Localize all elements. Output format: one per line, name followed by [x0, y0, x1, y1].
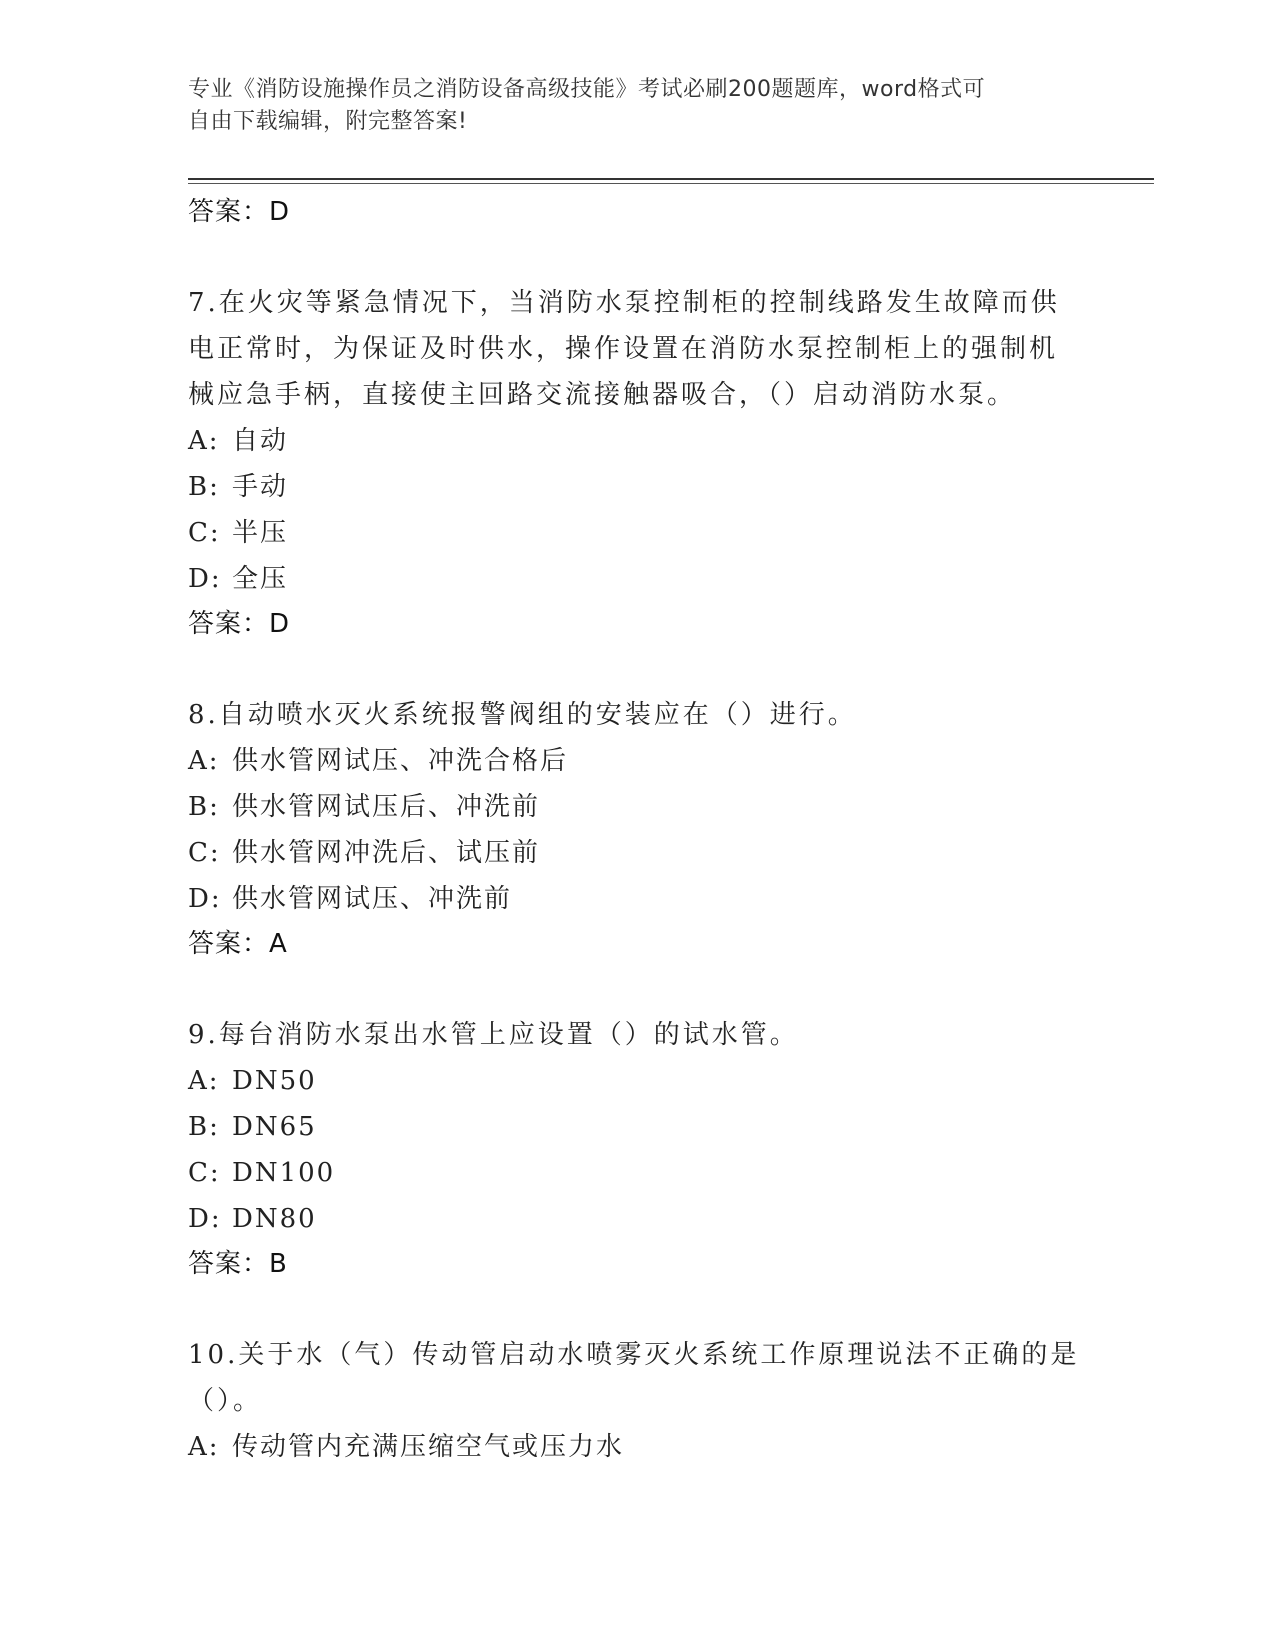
answer-line: 答案：D — [188, 197, 291, 227]
option-a — [188, 1424, 1088, 1470]
option-a — [188, 418, 1088, 464]
option-a — [188, 738, 1088, 784]
option-d — [188, 1196, 1088, 1242]
question-stem-line: 7.在火灾等紧急情况下，当消防水泵控制柜的控制线路发生故障而供 — [188, 288, 1060, 318]
question-8 — [188, 692, 1088, 966]
option-text: 半压 — [232, 518, 289, 548]
option-d — [188, 876, 1088, 922]
option-c — [188, 830, 1088, 876]
option-text: DN80 — [232, 1204, 317, 1234]
option-letter: D: — [188, 564, 222, 594]
option-b — [188, 464, 1088, 510]
option-letter: A: — [188, 746, 220, 776]
option-letter: B: — [188, 472, 220, 502]
question-stem-line: 械应急手柄，直接使主回路交流接触器吸合，（）启动消防水泵。 — [188, 380, 1017, 410]
option-letter: A: — [188, 426, 220, 456]
header-line-1: 专业《消防设施操作员之消防设备高级技能》考试必刷200题题库，word格式可 — [188, 77, 986, 102]
question-9 — [188, 1012, 1088, 1286]
question-10 — [188, 1332, 1088, 1470]
option-text: 手动 — [232, 472, 289, 502]
header-rule-thick — [188, 178, 1154, 180]
question-stem-line: 9.每台消防水泵出水管上应设置（）的试水管。 — [188, 1020, 799, 1050]
question-stem-line: 电正常时，为保证及时供水，操作设置在消防水泵控制柜上的强制机 — [188, 334, 1059, 364]
option-letter: B: — [188, 1112, 220, 1142]
page-header — [188, 74, 1068, 138]
option-text: 全压 — [232, 564, 289, 594]
question-stem-line: （）。 — [188, 1386, 263, 1416]
option-text: 传动管内充满压缩空气或压力水 — [232, 1432, 625, 1462]
option-text: 供水管网试压后、冲洗前 — [232, 792, 541, 822]
option-a — [188, 1058, 1088, 1104]
option-text: 供水管网试压、冲洗前 — [232, 884, 513, 914]
option-text: 自动 — [232, 426, 289, 456]
option-letter: C: — [188, 1158, 221, 1188]
option-letter: D: — [188, 1204, 222, 1234]
question-stem-line: 10.关于水（气）传动管启动水喷雾灭火系统工作原理说法不正确的是 — [188, 1340, 1080, 1370]
option-text: 供水管网试压、冲洗合格后 — [232, 746, 569, 776]
option-letter: D: — [188, 884, 222, 914]
option-text: DN65 — [232, 1112, 317, 1142]
document-body — [188, 190, 1088, 1470]
question-7 — [188, 280, 1088, 646]
option-c — [188, 1150, 1088, 1196]
option-text: DN100 — [232, 1158, 336, 1188]
answer-line: 答案：D — [188, 609, 291, 639]
option-letter: B: — [188, 792, 220, 822]
header-rule-thin — [188, 183, 1154, 184]
option-letter: C: — [188, 838, 221, 868]
option-letter: A: — [188, 1066, 220, 1096]
option-d — [188, 556, 1088, 602]
option-letter: C: — [188, 518, 221, 548]
option-c — [188, 510, 1088, 556]
option-letter: A: — [188, 1432, 220, 1462]
option-text: 供水管网冲洗后、试压前 — [232, 838, 541, 868]
answer-line: 答案：B — [188, 1249, 288, 1279]
option-text: DN50 — [232, 1066, 317, 1096]
answer-line: 答案：A — [188, 929, 288, 959]
header-line-2: 自由下载编辑，附完整答案! — [188, 109, 468, 134]
option-b — [188, 1104, 1088, 1150]
question-stem-line: 8.自动喷水灭火系统报警阀组的安装应在（）进行。 — [188, 700, 857, 730]
option-b — [188, 784, 1088, 830]
